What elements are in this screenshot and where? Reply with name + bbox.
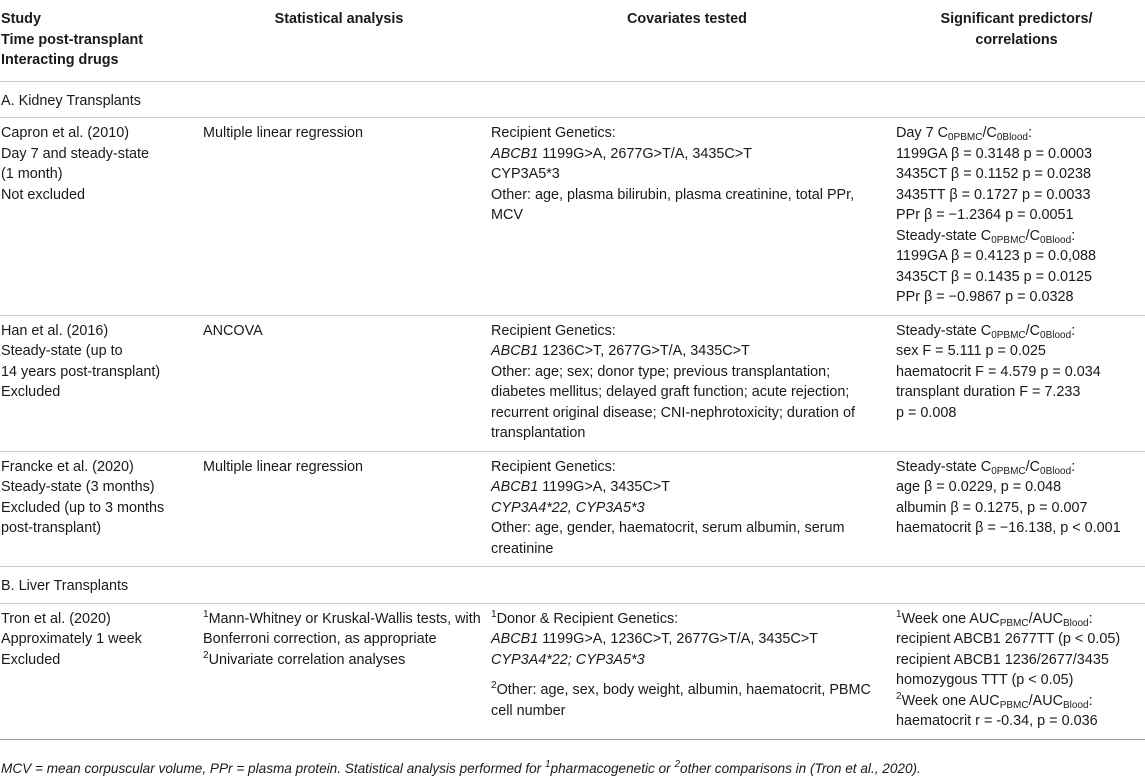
predictors-cell: Steady-state $C_{0PBMC}/C_{0Blood}$: age β = 0.0229, p = 0.048 albumin β = 0.1275, p = 0.007 haematocrit β = −16.138, p < 0.001 (896, 458, 1121, 536)
header-predictors: Significant predictors/ correlations (940, 11, 1093, 48)
table-row-han (0, 315, 1145, 451)
analysis-cell: $^1$Mann-Whitney or Kruskal-Wallis tests, with Bonferroni correction, as appropriate $^2$Univariate correlation analyses (203, 608, 481, 668)
study-cell: Capron et al. (2010) Day 7 and steady-state (1 month) Not excluded (1, 125, 149, 203)
section-title-liver: B. Liver Transplants (1, 578, 129, 594)
section-row-liver (0, 567, 1145, 604)
analysis-cell: Multiple linear regression (203, 458, 363, 475)
covariates-cell: Recipient Genetics: ABCB1 1199G>A, 3435C>T CYP3A4*22, CYP3A5*3 Other: age, gender, haematocrit, serum albumin, serum creatinine (491, 458, 845, 557)
table-row-francke (0, 451, 1145, 567)
covariates-cell: $^1$Donor & Recipient Genetics: ABCB1 1199G>A, 1236C>T, 2677G>T/A, 3435C>T CYP3A4*22; CYP3A5*3 $^2$Other: age, sex, body weight, albumin, haematocrit, PBMC cell number (491, 608, 871, 719)
analysis-cell: ANCOVA (203, 322, 263, 339)
header-study: Study Time post-transplant Interacting drugs (1, 11, 144, 68)
header-covariates: Covariates tested (627, 11, 747, 27)
predictors-cell: $^1$Week one $AUC_{PBMC}/AUC_{Blood}$: recipient ABCB1 2677TT (p < 0.05) recipient ABCB1 1236/2677/3435 homozygous TTT (p < 0.05) $^2$Week one $AUC_{PBMC}/AUC_{Blood}$: haematocrit r = -0.34, p = 0.036 (896, 608, 1121, 729)
covariates-cell: Recipient Genetics: ABCB1 1199G>A, 2677G>T/A, 3435C>T CYP3A5*3 Other: age, plasma bilirubin, plasma creatinine, total PPr, MCV (491, 125, 855, 223)
section-row-kidney (0, 81, 1145, 118)
table-header (0, 0, 1145, 81)
table-row-tron (0, 603, 1145, 739)
section-title-kidney: A. Kidney Transplants (1, 92, 141, 109)
covariates-cell: Recipient Genetics: ABCB1 1236C>T, 2677G>T/A, 3435C>T Other: age; sex; donor type; previous transplantation; diabetes mellitus; delayed graft function; acute rejection; recurrent original disease; CNI-nephrotoxicity; duration of transplantation (491, 322, 855, 441)
study-cell: Tron et al. (2020) Approximately 1 week Excluded (1, 610, 142, 668)
predictors-cell: Steady-state $C_{0PBMC}/C_{0Blood}$: sex F = 5.111 p = 0.025 haematocrit F = 4.579 p = 0.034 transplant duration F = 7.233 p = 0.008 (896, 322, 1101, 421)
analysis-cell: Multiple linear regression (203, 125, 363, 141)
table-row-capron (0, 118, 1145, 316)
study-cell: Han et al. (2016) Steady-state (up to 14 years post-transplant) Excluded (1, 322, 161, 400)
study-cell: Francke et al. (2020) Steady-state (3 months) Excluded (up to 3 months post-transplant) (1, 458, 165, 536)
predictors-cell: Day 7 $C_{0PBMC}/C_{0Blood}$: 1199GA β = 0.3148 p = 0.0003 3435CT β = 0.1152 p = 0.0238 3435TT β = 0.1727 p = 0.0033 PPr β = −1.2364 p = 0.0051 Steady-state $C_{0PBMC}/C_{0Blood}$: 1199GA β = 0.4123 p = 0.0,088 3435CT β = 0.1435 p = 0.0125 PPr β = −0.9867 p = 0.0328 (896, 125, 1097, 305)
table-footnote: MCV = mean corpuscular volume, PPr = plasma protein. Statistical analysis performed for $^1$pharmacogenetic or $^2$other comparisons in (Tron et al., 2020). (1, 759, 921, 776)
header-statistical-analysis: Statistical analysis (274, 11, 404, 27)
